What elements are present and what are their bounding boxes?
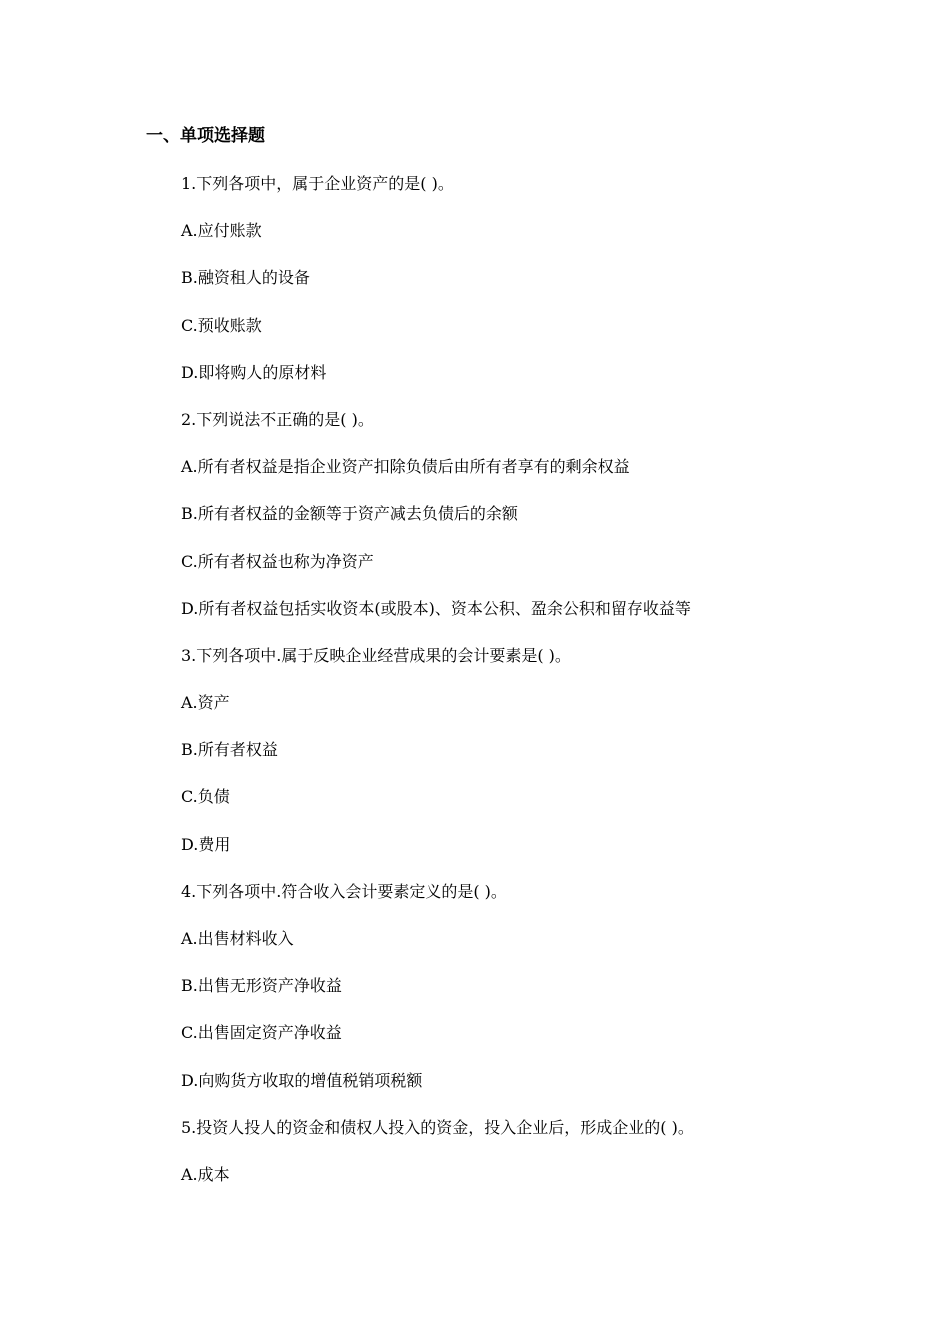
question-5-option-a: A.成本 <box>181 1164 230 1184</box>
question-4-option-a: A.出售材料收入 <box>181 929 294 948</box>
question-3-option-d: D.费用 <box>181 834 231 854</box>
question-2: 2.下列说法不正确的是( )。 <box>181 409 374 429</box>
question-2-option-c: C.所有者权益也称为净资产 <box>181 551 374 571</box>
question-3-option-b: B.所有者权益 <box>181 740 278 760</box>
question-3-option-c: C.负债 <box>181 787 230 807</box>
question-2-option-b: B.所有者权益的金额等于资产减去负债后的余额 <box>181 504 518 524</box>
question-2-option-a: A.所有者权益是指企业资产扣除负债后由所有者享有的剩余权益 <box>181 457 630 477</box>
question-5: 5.投资人投人的资金和债权人投入的资金，投入企业后，形成企业的( )。 <box>181 1117 694 1137</box>
question-1-option-c: C.预收账款 <box>181 315 262 335</box>
question-list <box>181 172 921 1210</box>
question-1: 1.下列各项中，属于企业资产的是( )。 <box>181 174 454 193</box>
question-4-option-c: C.出售固定资产净收益 <box>181 1023 342 1043</box>
question-1-option-d: D.即将购人的原材料 <box>181 362 327 382</box>
question-3: 3.下列各项中.属于反映企业经营成果的会计要素是( )。 <box>181 645 571 665</box>
question-4: 4.下列各项中.符合收入会计要素定义的是( )。 <box>181 881 507 901</box>
question-1-option-b: B.融资租人的设备 <box>181 268 310 288</box>
question-4-option-d: D.向购货方收取的增值税销项税额 <box>181 1070 423 1090</box>
section-title: 一、单项选择题 <box>146 126 265 146</box>
question-2-option-d: D.所有者权益包括实收资本(或股本)、资本公积、盈余公积和留存收益等 <box>181 598 691 618</box>
question-4-option-b: B.出售无形资产净收益 <box>181 976 342 996</box>
question-3-option-a: A.资产 <box>181 693 230 713</box>
question-1-option-a: A.应付账款 <box>181 221 262 241</box>
